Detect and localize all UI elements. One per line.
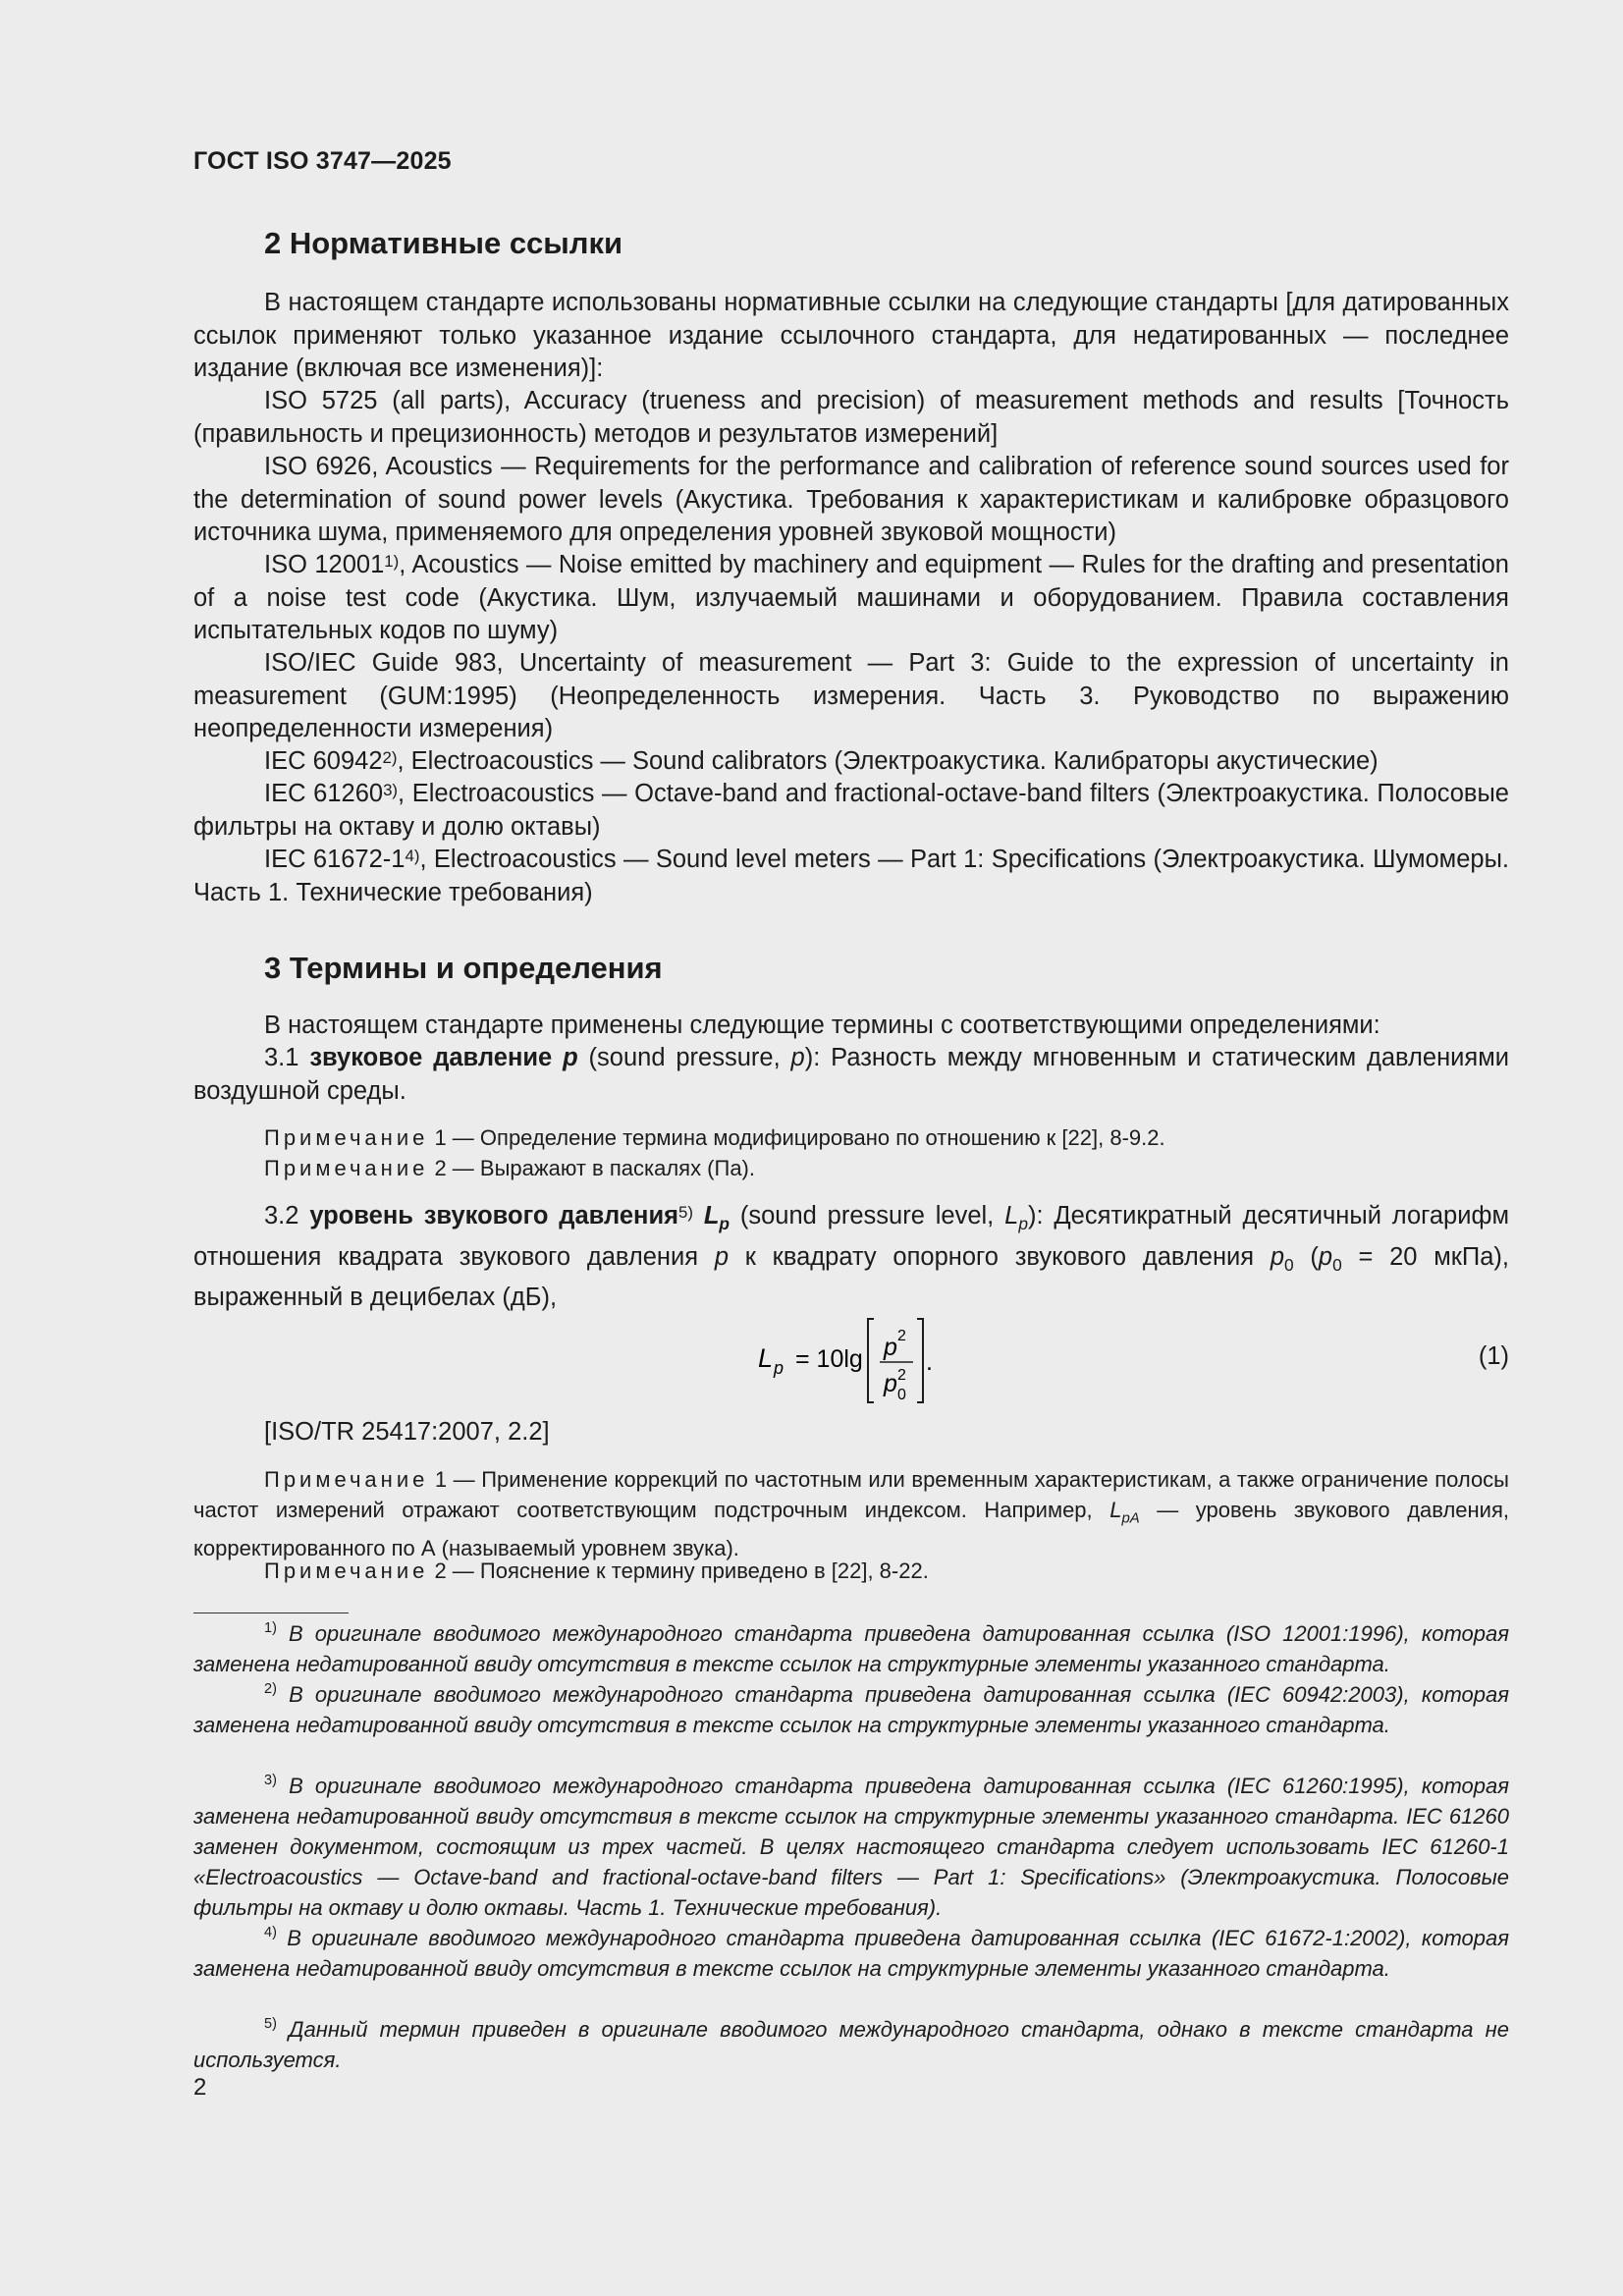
note: Примечание 1 — Определение термина модифицировано по отношению к [22], 8-9.2.	[264, 1125, 1165, 1150]
formula-denominator-sub: 0	[897, 1387, 906, 1403]
footnote-ref[interactable]: 5)	[678, 1203, 693, 1222]
section-2-title: 2 Нормативные ссылки	[264, 226, 623, 260]
reference-item: ISO 12001$^{1)}$, Acoustics — Noise emitted by machinery and equipment — Rules for the drafting and presentation of a noise test code (Акустика. Шум, излучаемый машинами и оборудованием. Правила составления испытательных кодов по шуму)	[193, 551, 1509, 644]
section-3-title: 3 Термины и определения	[264, 951, 663, 985]
formula-numerator: p	[884, 1334, 897, 1361]
reference-item: ISO/IEC Guide 983, Uncertainty of measurement — Part 3: Guide to the expression of uncertainty in measurement (GUM:1995) (Неопределенность измерения. Часть 3. Руководство по выражению неопределенности измерения)	[193, 649, 1509, 742]
term-source: [ISO/TR 25417:2007, 2.2]	[264, 1418, 550, 1446]
term-3-1: 3.1 звуковое давление p (sound pressure, p): Разность между мгновенным и статическим давлениями воздушной среды.	[193, 1044, 1509, 1105]
note: Примечание 2 — Пояснение к термину приведено в [22], 8-22.	[264, 1558, 929, 1583]
formula-denominator: p	[884, 1370, 897, 1397]
footnote-ref[interactable]: 4)	[405, 847, 420, 865]
reference-item: IEC 61672-1$^{4)}$, Electroacoustics — Sound level meters — Part 1: Specifications (Электроакустика. Шумомеры. Часть 1. Технические требования)	[193, 846, 1509, 906]
right-bracket	[917, 1319, 923, 1402]
formula-numerator-exp: 2	[897, 1328, 906, 1344]
note: Примечание 1 — Применение коррекций по частотным или временным характеристикам, а также ограничение полосы частот измерений отражают соответствующим подстрочным индексом. Например, $L_{pA}$ — уровень звукового давления, корректированного по А (называемый уровнем звука).	[193, 1467, 1509, 1561]
reference-item: IEC 60942$^{2)}$, Electroacoustics — Sound calibrators (Электроакустика. Калибраторы акустические)	[264, 747, 1379, 775]
formula-tail: .	[926, 1348, 933, 1376]
term-3-2: 3.2 уровень звукового давления$^{5)}$ $L_p$ (sound pressure level, $L_p$): Десятикратный десятичный логарифм отношения квадрата звукового давления p к квадрату опорного звукового давления $p_0$ ($p_0 = 20$ мкПа), выраженный в децибелах (дБ),	[193, 1202, 1510, 1312]
page-number: 2	[193, 2074, 207, 2101]
equation-number: (1)	[1478, 1342, 1509, 1370]
left-bracket	[868, 1319, 874, 1402]
formula-eq: = 10lg	[795, 1345, 863, 1373]
reference-item: ISO 6926, Acoustics — Requirements for the performance and calibration of reference sound sources used for the determination of sound power levels (Акустика. Требования к характеристикам и калибровке образцового источника шума, применяемого для определения уровней звуковой мощности)	[193, 453, 1509, 546]
footnote: $^{3)}$ В оригинале вводимого международного стандарта приведена датированная ссылка (IEC 61260:1995), которая заменена недатированной ввиду отсутствия в тексте ссылок на структурные элементы указанного стандарта. IEC 61260 заменен документом, состоящим из трех частей. В целях настоящего стандарта следует использовать IEC 61260-1 «Electroacoustics — Octave-band and fractional-octave-band filters — Part 1: Specifications» (Электроакустика. Полосовые фильтры на октаву и долю октавы. Часть 1. Технические требования).	[193, 1773, 1509, 1920]
footnote: $^{2)}$ В оригинале вводимого международного стандарта приведена датированная ссылка (IEC 60942:2003), которая заменена недатированной ввиду отсутствия в тексте ссылок на структурные элементы указанного стандарта.	[193, 1681, 1509, 1737]
note: Примечание 2 — Выражают в паскалях (Па).	[264, 1156, 755, 1180]
footnote: $^{5)}$ Данный термин приведен в оригинале вводимого международного стандарта, однако в тексте стандарта не используется.	[193, 2016, 1509, 2072]
footnote: $^{4)}$ В оригинале вводимого международного стандарта приведена датированная ссылка (IEC 61672-1:2002), которая заменена недатированной ввиду отсутствия в тексте ссылок на структурные элементы указанного стандарта.	[193, 1925, 1509, 1981]
footnote: $^{1)}$ В оригинале вводимого международного стандарта приведена датированная ссылка (ISO 12001:1996), которая заменена недатированной ввиду отсутствия в тексте ссылок на структурные элементы указанного стандарта.	[193, 1620, 1509, 1676]
reference-item: ISO 5725 (all parts), Accuracy (trueness and precision) of measurement methods and results [Точность (правильность и прецизионность) методов и результатов измерений]	[193, 387, 1509, 448]
footnote-ref[interactable]: 1)	[384, 552, 400, 571]
reference-item: IEC 61260$^{3)}$, Electroacoustics — Octave-band and fractional-octave-band filters (Электроакустика. Полосовые фильтры на октаву и долю октавы)	[193, 780, 1509, 841]
formula-sound-pressure-level	[758, 1311, 954, 1409]
footnote-ref[interactable]: 3)	[383, 781, 399, 799]
footnote-ref[interactable]: 2)	[382, 748, 398, 767]
formula-denominator-exp: 2	[897, 1367, 906, 1384]
formula-lhs: L	[758, 1343, 774, 1373]
formula-lhs-sub: p	[774, 1358, 784, 1378]
section-2-intro: В настоящем стандарте использованы нормативные ссылки на следующие стандарты [для датированных ссылок применяют только указанное издание ссылочного стандарта, для недатированных — последнее издание (включая все изменения)]:	[193, 289, 1509, 382]
document-header: ГОСТ ISO 3747—2025	[193, 147, 452, 175]
section-3-intro: В настоящем стандарте применены следующие термины с соответствующими определениями:	[264, 1011, 1380, 1039]
